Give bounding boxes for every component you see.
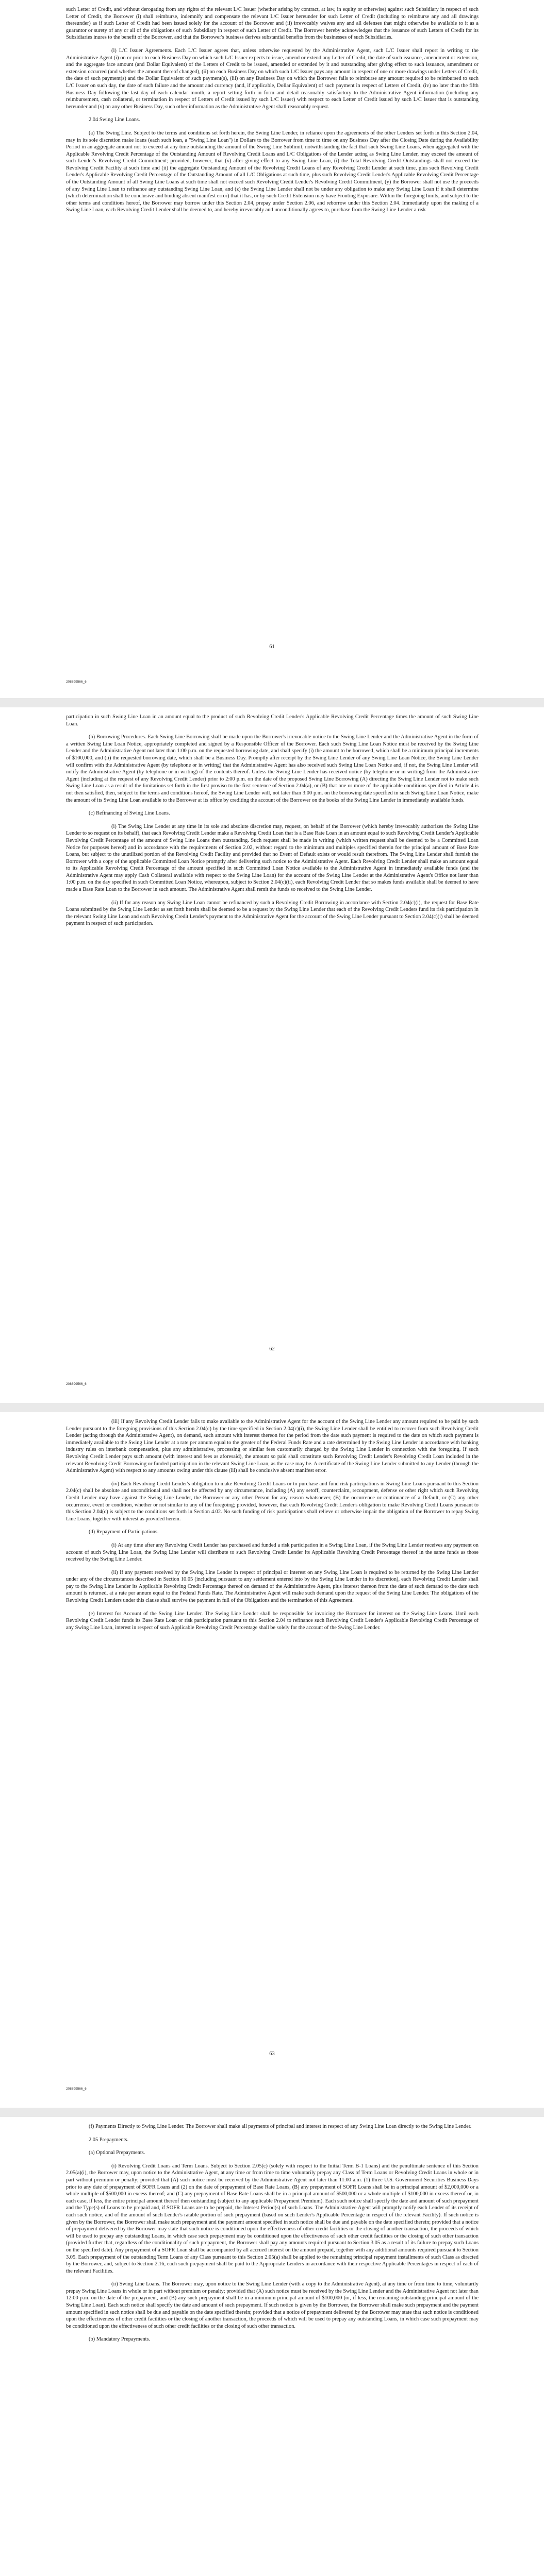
page-number: 63 — [269, 2051, 275, 2057]
page-content — [66, 2123, 479, 2349]
paragraph: (i) The Swing Line Lender at any time in its sole and absolute discretion may, request, on behalf of the Borrower (which hereby irrevocably authorizes the Swing Line Lender to so request on its behalf), that each Revolving Credit Lender make a Revolving Credit Loan that is a Base Rate Loan in an amount equal to such Revolving Credit Lender's Applicable Revolving Credit Percentage of the amount of Swing Line Loans then outstanding. Such request shall be made in writing (which written request shall be deemed to be a Committed Loan Notice for purposes hereof) and in accordance with the requirements of Section 2.02, without regard to the minimum and multiples specified therein for the principal amount of Base Rate Loans, but subject to the unutilized portion of the Revolving Credit Facility and provided that no Event of Default exists or would result therefrom. The Swing Line Lender shall furnish the Borrower with a copy of the applicable Committed Loan Notice promptly after delivering such notice to the Administrative Agent. Each Revolving Credit Lender shall make an amount equal to its Applicable Revolving Credit Percentage of the amount specified in such Committed Loan Notice available to the Administrative Agent in immediately available funds (and the Administrative Agent may apply Cash Collateral available with respect to the Swing Line Loan) for the account of the Swing Line Lender at the Administrative Agent's Office not later than 1:00 p.m. on the day specified in such Committed Loan Notice, whereupon, subject to Section 2.04(c)(ii), each Revolving Credit Lender that so makes funds available shall be deemed to have made a Base Rate Loan to the Borrower in such amount. The Administrative Agent shall remit the funds so received to the Swing Line Lender. — [66, 823, 479, 893]
paragraph: (i) Revolving Credit Loans and Term Loans. Subject to Section 2.05(c) (solely with respect to the Initial Term B-1 Loans) and the penultimate sentence of this Section 2.05(a)(i), the Borrower may, upon notice to the Administrative Agent, at any time or from time to time voluntarily prepay any Class of Term Loans or Revolving Credit Loans in whole or in part without premium or penalty; provided that (A) such notice must be received by the Administrative Agent not later than 11:00 a.m. (1) three U.S. Government Securities Business Days prior to any date of prepayment of SOFR Loans and (2) on the date of prepayment of Base Rate Loans, (B) any prepayment of SOFR Loans shall be in a principal amount of $2,000,000 or a whole multiple of $500,000 in excess thereof; and (C) any prepayment of Base Rate Loans shall be in a principal amount of $500,000 or a whole multiple of $100,000 in excess thereof or, in each case, if less, the entire principal amount thereof then outstanding (subject to any applicable Prepayment Premium). Each such notice shall specify the date and amount of such prepayment and the Type(s) of Loans to be prepaid and, if SOFR Loans are to be prepaid, the Interest Period(s) of such Loans. The Administrative Agent will promptly notify each Lender of its receipt of each such notice, and of the amount of such Lender's ratable portion of such prepayment (based on such Lender's Applicable Percentage in respect of the relevant Facility). If such notice is given by the Borrower, the Borrower shall make such prepayment and the payment amount specified in such notice shall be due and payable on the date specified therein; provided that a notice of prepayment delivered by the Borrower may state that such notice is conditioned upon the effectiveness of other credit facilities or the closing of another transaction, the proceeds of which will be used to prepay any outstanding Loans, in which case such prepayment may be conditioned upon the effectiveness of such other credit facilities or the closing of such other transaction (provided further that, regardless of the conditionality of such prepayment, the Borrower shall pay any amounts required pursuant to Section 3.05 as a result of its failure to prepay such Loans on the specified date). Any prepayment of a SOFR Loan shall be accompanied by all accrued interest on the amount prepaid, together with any additional amounts required pursuant to Section 3.05. Each prepayment of the outstanding Term Loans of any Class pursuant to this Section 2.05(a) shall be applied to the remaining principal repayment installments of such Class as directed by the Borrower, and, subject to Section 2.16, each such prepayment shall be paid to the Appropriate Lenders in accordance with their respective Applicable Percentages in respect of each of the relevant Facilities. — [66, 2163, 479, 2274]
paragraph: participation in such Swing Line Loan in an amount equal to the product of such Revolving Credit Lender's Applicable Revolving Credit Percentage times the amount of such Swing Line Loan. — [66, 714, 479, 727]
page-separator — [0, 2108, 544, 2117]
paragraph: (e) Interest for Account of the Swing Line Lender. The Swing Line Lender shall be responsible for invoicing the Borrower for interest on the Swing Line Loans. Until each Revolving Credit Lender funds its Base Rate Loan or risk participation pursuant to this Section 2.04 to refinance such Revolving Credit Lender's Applicable Revolving Credit Percentage of any Swing Line Loan, interest in respect of such Applicable Revolving Credit Percentage shall be solely for the account of the Swing Line Lender. — [66, 1611, 479, 1631]
page-content — [66, 6, 479, 220]
document-footer: 208899566_6 — [66, 1382, 87, 1386]
paragraph: (a) The Swing Line. Subject to the terms and conditions set forth herein, the Swing Line Lender, in reliance upon the agreements of the other Lenders set forth in this Section 2.04, may in its sole discretion make loans (each such loan, a "Swing Line Loan") in Dollars to the Borrower from time to time on any Business Day after the Closing Date during the Availability Period in an aggregate amount not to exceed at any time outstanding the amount of the Swing Line Sublimit, notwithstanding the fact that such Swing Line Loans, when aggregated with the Applicable Revolving Credit Percentage of the Outstanding Amount of Revolving Credit Loans and L/C Obligations of the Lender acting as Swing Line Lender, may exceed the amount of such Lender's Revolving Credit Commitment; provided, however, that (x) after giving effect to any Swing Line Loan, (i) the Total Revolving Credit Outstandings shall not exceed the Revolving Credit Facility at such time and (ii) the aggregate Outstanding Amount of the Revolving Credit Loans of any Revolving Credit Lender at such time, plus such Revolving Credit Lender's Applicable Revolving Credit Percentage of the Outstanding Amount of all L/C Obligations at such time, plus such Revolving Credit Lender's Applicable Revolving Credit Percentage of the Outstanding Amount of all Swing Line Loans at such time shall not exceed such Revolving Credit Lender's Revolving Credit Commitment, (y) the Borrower shall not use the proceeds of any Swing Line Loan to refinance any outstanding Swing Line Loan, and (z) the Swing Line Lender shall not be under any obligation to make any Swing Line Loan if it shall determine (which determination shall be conclusive and binding absent manifest error) that it has, or by such Credit Extension may have Fronting Exposure. Within the foregoing limits, and subject to the other terms and conditions hereof, the Borrower may borrow under this Section 2.04, prepay under Section 2.06, and reborrow under this Section 2.04. Immediately upon the making of a Swing Line Loan, each Revolving Credit Lender shall be deemed to, and hereby irrevocably and unconditionally agrees to, purchase from the Swing Line Lender a risk — [66, 130, 479, 213]
paragraph: (ii) Swing Line Loans. The Borrower may, upon notice to the Swing Line Lender (with a copy to the Administrative Agent), at any time or from time to time, voluntarily prepay Swing Line Loans in whole or in part without premium or penalty; provided that (A) such notice must be received by the Swing Line Lender and the Administrative Agent not later than 12:00 p.m. on the date of the prepayment, and (B) any such prepayment shall be in a minimum principal amount of $100,000 (or, if less, the remaining outstanding principal amount of the Swing Line Loan). Each such notice shall specify the date and amount of such prepayment. If such notice is given by the Borrower, the Borrower shall make such prepayment and the payment amount specified in such notice shall be due and payable on the date specified therein; provided that a notice of prepayment delivered by the Borrower may state that such notice is conditioned upon the effectiveness of other credit facilities or the closing of another transaction, the proceeds of which will be used to prepay any outstanding Loans, in which case such prepayment may be conditioned upon the effectiveness of such other credit facilities or the closing of such other transaction. — [66, 2281, 479, 2329]
section-heading: (d) Repayment of Participations. — [89, 1529, 159, 1535]
page-separator — [0, 698, 544, 707]
page-separator — [0, 1403, 544, 1412]
paragraph: (ii) If for any reason any Swing Line Loan cannot be refinanced by such a Revolving Credit Borrowing in accordance with Section 2.04(c)(i), the request for Base Rate Loans submitted by the Swing Line Lender as set forth herein shall be deemed to be a request by the Swing Line Lender that each of the Revolving Credit Lenders fund its risk participation in the relevant Swing Line Loan and each Revolving Credit Lender's payment to the Administrative Agent for the account of the Swing Line Lender pursuant to Section 2.04(c)(i) shall be deemed payment in respect of such participation. — [66, 900, 479, 927]
page-content — [66, 714, 479, 934]
paragraph: such Letter of Credit, and without derogating from any rights of the relevant L/C Issuer (whether arising by contract, at law, in equity or otherwise) against such Subsidiary in respect of such Letter of Credit, the Borrower (i) shall reimburse, indemnify and compensate the relevant L/C Issuer hereunder for such Letter of Credit (including to reimburse any and all drawings thereunder) as if such Letter of Credit had been issued solely for the account of the Borrower and (ii) irrevocably waives any and all defenses that might otherwise be available to it as a guarantor or surety of any or all of the obligations of such Subsidiary in respect of such Letter of Credit. The Borrower hereby acknowledges that the issuance of such Letters of Credit for its Subsidiaries inures to the benefit of the Borrower, and that the Borrower's business derives substantial benefits from the businesses of such Subsidiaries. — [66, 7, 479, 41]
paragraph: (l) L/C Issuer Agreements. Each L/C Issuer agrees that, unless otherwise requested by the Administrative Agent, such L/C Issuer shall report in writing to the Administrative Agent (i) on or prior to each Business Day on which such L/C Issuer expects to issue, amend or extend any Letter of Credit, the date of such issuance, amendment or extension, and the aggregate face amount (and Dollar Equivalent) of the Letters of Credit to be issued, amended or extended by it and outstanding after giving effect to such issuance, amendment or extension occurred (and whether the amount thereof changed), (ii) on each Business Day on which such L/C Issuer pays any amount in respect of one or more drawings under Letters of Credit, the date of such payment(s) and the Dollar Equivalent of such payment(s), (iii) on any Business Day on which the Borrower fails to reimburse any amount required to be reimbursed to such L/C Issuer on such day, the date of such failure and the amount and currency (and, if applicable, Dollar Equivalent) of such payment in respect of Letters of Credit, (iv) no later than the fifth Business Day following the last day of each calendar month, a report setting forth in form and detail reasonably satisfactory to the Administrative Agent information (including any reimbursement, cash collateral, or termination in respect of Letters of Credit issued by such L/C Issuer) with respect to each Letter of Credit issued by such L/C Issuer that is outstanding hereunder and (v) on any other Business Day, such other information as the Administrative Agent shall reasonably request. — [66, 47, 479, 110]
paragraph: (b) Borrowing Procedures. Each Swing Line Borrowing shall be made upon the Borrower's irrevocable notice to the Swing Line Lender and the Administrative Agent in the form of a written Swing Line Loan Notice, appropriately completed and signed by a Responsible Officer of the Borrower. Each such Swing Line Loan Notice must be received by the Swing Line Lender and the Administrative Agent not later than 1:00 p.m. on the requested borrowing date, and shall specify (i) the amount to be borrowed, which shall be a minimum principal increments of $100,000, and (ii) the requested borrowing date, which shall be a Business Day. Promptly after receipt by the Swing Line Lender of any Swing Line Loan Notice, the Swing Line Lender will confirm with the Administrative Agent (by telephone or in writing) that the Administrative Agent has also received such Swing Line Loan Notice and, if not, the Swing Line Lender will notify the Administrative Agent (by telephone or in writing) of the contents thereof. Unless the Swing Line Lender has received notice (by telephone or in writing) from the Administrative Agent (including at the request of any Revolving Credit Lender) prior to 2:00 p.m. on the date of the proposed Swing Line Borrowing (A) directing the Swing Line Lender not to make such Swing Line Loan as a result of the limitations set forth in the first proviso to the first sentence of Section 2.04(a), or (B) that one or more of the applicable conditions specified in Article 4 is not then satisfied, then, subject to the terms and conditions hereof, the Swing Line Lender will, not later than 3:00 p.m. on the borrowing date specified in such Swing Line Loan Notice, make the amount of its Swing Line Loan available to the Borrower at its office by crediting the account of the Borrower on the books of the Swing Line Lender in immediately available funds. — [66, 734, 479, 803]
section-heading: (c) Refinancing of Swing Line Loans. — [89, 810, 170, 817]
document-footer: 208899566_6 — [66, 2087, 87, 2091]
section-heading: (b) Mandatory Prepayments. — [89, 2336, 151, 2343]
paragraph: (i) At any time after any Revolving Credit Lender has purchased and funded a risk participation in a Swing Line Loan, if the Swing Line Lender receives any payment on account of such Swing Line Loan, the Swing Line Lender will distribute to such Revolving Credit Lender its Applicable Revolving Credit Percentage thereof in the same funds as those received by the Swing Line Lender. — [66, 1542, 479, 1563]
page-64 — [0, 2117, 544, 2576]
section-heading: 2.05 Prepayments. — [89, 2137, 129, 2143]
paragraph: (iii) If any Revolving Credit Lender fails to make available to the Administrative Agent for the account of the Swing Line Lender any amount required to be paid by such Lender pursuant to the foregoing provisions of this Section 2.04(c) by the time specified in Section 2.04(c)(i), the Swing Line Lender shall be entitled to recover from such Revolving Credit Lender (acting through the Administrative Agent), on demand, such amount with interest thereon for the period from the date such payment is required to the date on which such payment is immediately available to the Swing Line Lender at a rate per annum equal to the greater of the Federal Funds Rate and a rate determined by the Swing Line Lender in accordance with banking industry rules on interbank compensation, plus any administrative, processing or similar fees customarily charged by the Swing Line Lender in connection with the foregoing. If such Revolving Credit Lender pays such amount (with interest and fees as aforesaid), the amount so paid shall constitute such Revolving Credit Lender's Revolving Credit Loan included in the relevant Revolving Credit Borrowing or funded participation in the relevant Swing Line Loan, as the case may be. A certificate of the Swing Line Lender submitted to any Lender (through the Administrative Agent) with respect to any amounts owing under this clause (iii) shall be conclusive absent manifest error. — [66, 1419, 479, 1474]
page-61 — [0, 0, 544, 698]
page-62 — [0, 707, 544, 1403]
section-heading: 2.04 Swing Line Loans. — [89, 117, 140, 123]
section-heading: (a) Optional Prepayments. — [89, 2150, 145, 2156]
paragraph: (f) Payments Directly to Swing Line Lender. The Borrower shall make all payments of principal and interest in respect of any Swing Line Loan directly to the Swing Line Lender. — [89, 2124, 472, 2129]
paragraph: (iv) Each Revolving Credit Lender's obligation to make Revolving Credit Loans or to purchase and fund risk participations in Swing Line Loans pursuant to this Section 2.04(c) shall be absolute and unconditional and shall not be affected by any circumstance, including (A) any setoff, counterclaim, recoupment, defense or other right which such Revolving Credit Lender may have against the Swing Line Lender, the Borrower or any other Person for any reason whatsoever, (B) the occurrence or continuance of a Default, or (C) any other occurrence, event or condition, whether or not similar to any of the foregoing; provided, however, that each Revolving Credit Lender's obligation to make Revolving Credit Loans pursuant to this Section 2.04(c) is subject to the conditions set forth in Section 4.02. No such funding of risk participations shall relieve or otherwise impair the obligation of the Borrower to repay Swing Line Loans, together with interest as provided herein. — [66, 1481, 479, 1522]
document-footer: 208899566_6 — [66, 680, 87, 684]
page-number: 61 — [269, 644, 275, 650]
page-63 — [0, 1412, 544, 2108]
page-number: 62 — [269, 1346, 275, 1352]
page-content — [66, 1418, 479, 1637]
paragraph: (ii) If any payment received by the Swing Line Lender in respect of principal or interest on any Swing Line Loan is required to be returned by the Swing Line Lender under any of the circumstances described in Section 10.05 (including pursuant to any settlement entered into by the Swing Line Lender in its discretion), each Revolving Credit Lender shall pay to the Swing Line Lender its Applicable Revolving Credit Percentage thereof on demand of the Administrative Agent, plus interest thereon from the date of such demand to the date such amount is returned, at a rate per annum equal to the Federal Funds Rate. The Administrative Agent will make such demand upon the request of the Swing Line Lender. The obligations of the Revolving Credit Lenders under this clause shall survive the payment in full of the Obligations and the termination of this Agreement. — [66, 1569, 479, 1604]
